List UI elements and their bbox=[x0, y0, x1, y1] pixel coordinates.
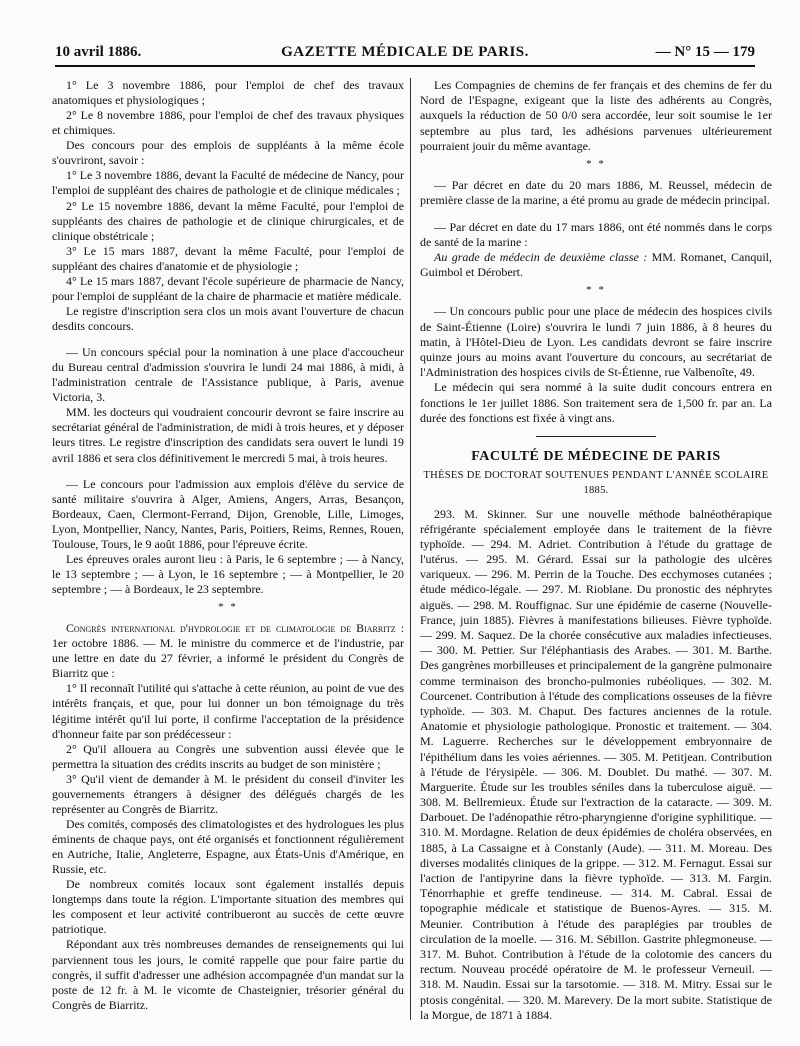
paragraph: 1° Le 3 novembre 1886, pour l'emploi de chef des travaux anatomiques et physiologiques ; bbox=[52, 78, 404, 108]
grade-label: Au grade de médecin de deuxième classe : bbox=[434, 249, 648, 264]
ornament: * * bbox=[586, 284, 606, 297]
paragraph: Les épreuves orales auront lieu : à Paris, le 6 septembre ; — à Nancy, le 13 septembre ; — à Lyon, le 16 septembre ; — à Montpellier, le 20 septembre ; — à Bordeaux, le 23 septembre. bbox=[52, 551, 404, 596]
paragraph: — Par décret en date du 20 mars 1886, M. Reussel, médecin de première classe de la marine, a été promu au grade de médecin principal. bbox=[420, 178, 772, 208]
paragraph bbox=[52, 621, 404, 681]
paragraph bbox=[420, 250, 772, 280]
journal-title: GAZETTE MÉDICALE DE PARIS. bbox=[281, 44, 529, 60]
paragraph: Des comités, composés des climatologistes et des hydrologues les plus éminents de chaque pays, ont été organisés et fonctionnent régulièrement en Autriche, Italie, Angleterre, Espagne, aux États-Unis d'Amérique, en Russie, etc. bbox=[52, 816, 404, 877]
paragraph: — Le concours pour l'admission aux emplois d'élève du service de santé militaire s'ouvrira à Alger, Amiens, Angers, Arras, Besançon, Bordeaux, Caen, Clermont-Ferrand, Dijon, Grenoble, Lille, Limoges, Lyon, Montpellier, Nancy, Nantes, Paris, Poitiers, Reims, Rennes, Rouen, Toulouse, Tours, le 9 août 1886, pour l'épreuve écrite. bbox=[52, 476, 404, 551]
paragraph: — Par décret en date du 17 mars 1886, ont été nommés dans le corps de santé de la marine : bbox=[420, 219, 772, 249]
paragraph: De nombreux comités locaux sont également installés depuis longtemps dans toute la région. L'importante situation des membres qui les composent et leur activité contribueront au succès de cette œuvre patriotique. bbox=[52, 877, 404, 937]
paragraph: Des concours pour des emplois de suppléants à la même école s'ouvriront, savoir : bbox=[52, 138, 404, 168]
paragraph: 2° Le 15 novembre 1886, devant la même Faculté, pour l'emploi de suppléants des chaires de pathologie et de clinique chirurgicales, et de clinique obstétricale ; bbox=[52, 198, 404, 243]
paragraph: 4° Le 15 mars 1887, devant l'école supérieure de pharmacie de Nancy, pour l'emploi de suppléant de la chaire de pharmacie et matière médicale. bbox=[52, 273, 404, 303]
grade-names: MM. Romanet, Canquil, Guimbol et Dérobert. bbox=[420, 249, 772, 280]
paragraph: Le registre d'inscription sera clos un mois avant l'ouverture de chacun desdits concours. bbox=[52, 303, 404, 333]
page-number: — N° 15 — 179 bbox=[655, 44, 755, 60]
paragraph: — Un concours public pour une place de médecin des hospices civils de Saint-Étienne (Loire) s'ouvrira le lundi 7 juin 1886, à 8 heures du matin, à l'Hôtel-Dieu de Lyon. Les candidats devront se faire inscrire quinze jours au moins avant l'ouverture du concours, au secrétariat de l'Administration des hospices civils de St-Étienne, rue Valbenoîte, 49. bbox=[420, 304, 772, 380]
paragraph: MM. les docteurs qui voudraient concourir devront se faire inscrire au secrétariat général de l'administration, de midi à trois heures, et y déposer leurs titres. Le registre d'inscription des candidats sera ouvert le lundi 19 avril 1886 et sera clos définitivement le mercredi 5 mai, à trois heures. bbox=[52, 405, 404, 465]
right-column bbox=[420, 78, 772, 1023]
column-divider bbox=[410, 78, 411, 1020]
theses-list: 293. M. Skinner. Sur une nouvelle méthode balnéothérapique réfrigérante spécialement employée dans le traitement de la fièvre typhoïde. — 294. M. Adriet. Contribution à l'étude du grattage de l'utérus. — 295. M. Gérard. Essai sur la pathologie des ulcères variqueux. — 296. M. Perrin de la Touche. Des ecchymoses cutanées ; étude médico-légale. — 297. M. Rioblane. Du pronostic des néphrytes aiguës. — 298. M. Rouffignac. Sur une épidémie de caserne (Nouvelle-France, juin 1885). Fièvres à manifestations bilieuses. Fièvre typhoïde. — 299. M. Saquez. De la chorée consécutive aux maladies infectieuses. — 300. M. Pettier. Sur l'éléphantiasis des Arabes. — 301. M. Barthe. Des gangrènes morbilleuses et principalement de la gangrène pulmonaire comme terminaison des broncho-pulmonies rubéoliques. — 302. M. Courcenet. Contribution à l'étude des complications osseuses de la fièvre typhoïde. — 303. M. Chaput. Des factures anciennes de la rotule. Anatomie et physiologie pathologique. Pronostic et traitement. — 304. M. Laguerre. Recherches sur le développement embryonnaire de l'épithélium dans les voies aériennes. — 305. M. Petitjean. Contribution à l'étude de l'érysipèle. — 306. M. Doublet. Du mathé. — 307. M. Marguerite. Étude sur les troubles séniles dans la tuberculose aiguë. — 308. M. Bellremieux. Étude sur l'extraction de la cataracte. — 309. M. Darbouet. De l'adénopathie rétro-pharyngienne d'origine syphilitique. — 310. M. Mordagne. Relation de deux épidémies de choléra observées, en 1885, à La Cassaigne et à Constanly (Aude). — 311. M. Moreau. Des diverses modalités cliniques de la grippe. — 312. M. Fernagut. Essai sur l'action de l'antipyrine dans la fièvre typhoïde. — 313. M. Fargin. Ténorrhaphie et greffe tendineuse. — 314. M. Cabral. Essai de topographie médicale et statistique de Buenos-Ayres. — 315. M. Meunier. Contribution à l'étude des paraplégies par troubles de circulation de la moelle. — 316. M. Sébillon. Gastrite phlegmoneuse. — 317. M. Buhot. Contribution à l'étude de la colotomie des cancers du rectum. Nouveau procédé opératoire de M. le professeur Verneuil. — 318. M. Naudin. Essai sur la tarsotomie. — 318. M. Mitry. Essai sur le ptosis congénital. — 320. M. Marevery. De la mort subite. Statistique de la Morgue, de 1871 à 1884. bbox=[420, 506, 772, 1022]
paragraph: — Un concours spécial pour la nomination à une place d'accoucheur du Bureau central d'admission s'ouvrira le lundi 24 mai 1886, à midi, à l'administration centrale de l'Assistance publique, à Paris, avenue Victoria, 3. bbox=[52, 345, 404, 405]
paragraph: 2° Qu'il allouera au Congrès une subvention aussi élevée que le permettra la situation des crédits inscrits au budget de son ministère ; bbox=[52, 741, 404, 771]
paragraph: 1° Le 3 novembre 1886, devant la Faculté de médecine de Nancy, pour l'emploi de suppléant des chaires de pathologie et de clinique médicales ; bbox=[52, 168, 404, 198]
header-date: 10 avril 1886. bbox=[55, 44, 142, 60]
paragraph: Le médecin qui sera nommé à la suite dudit concours entrera en fonctions le 1er juillet 1886. Son traitement sera de 1,500 fr. par an. La durée des fonctions est fixée à vingt ans. bbox=[420, 380, 772, 425]
paragraph: 3° Le 15 mars 1887, devant la même Faculté, pour l'emploi de suppléant des chaires d'anatomie et de physiologie ; bbox=[52, 243, 404, 273]
paragraph: 2° Le 8 novembre 1886, pour l'emploi de chef des travaux physiques et chimiques. bbox=[52, 108, 404, 138]
section-subtitle: THÈSES DE DOCTORAT SOUTENUES PENDANT L'ANNÉE SCOLAIRE 1885. bbox=[423, 470, 769, 497]
left-column bbox=[52, 78, 404, 1013]
header-rule bbox=[55, 65, 755, 67]
paragraph: 3° Qu'il vient de demander à M. le président du conseil d'inviter les gouvernements étrangers à désigner des délégués chargés de les représenter au Congrès de Biarritz. bbox=[52, 771, 404, 816]
running-header bbox=[55, 44, 755, 64]
congress-body: 1er octobre 1886. — M. le ministre du commerce et de l'industrie, par une lettre en date du 27 février, a informé le président du Congrès de Biarritz que : bbox=[52, 636, 404, 681]
paragraph: Les Compagnies de chemins de fer français et des chemins de fer du Nord de l'Espagne, exigeant que la liste des adhérents au Congrès, auxquels la réduction de 50 0/0 sera accordée, leur soit soumise le 1er septembre au plus tard, les adhésions parvenues ultérieurement pourraient jouir du même avantage. bbox=[420, 78, 772, 153]
congress-heading: Congrès international d'hydrologie et de climatologie de Biarritz : bbox=[66, 621, 404, 636]
ornament: * * bbox=[218, 601, 238, 614]
section-rule bbox=[536, 436, 656, 437]
section-title: FACULTÉ DE MÉDECINE DE PARIS bbox=[471, 448, 721, 464]
ornament: * * bbox=[586, 157, 606, 170]
paragraph: Répondant aux très nombreuses demandes de renseignements qui lui parviennent tous les jours, le comité rappelle que pour faire partie du congrès, il suffit d'adresser une adhésion accompagnée d'un mandat sur la poste de 12 fr. à M. le vicomte de Chasteignier, trésorier général du Congrès de Biarritz. bbox=[52, 937, 404, 1012]
paragraph: 1° Il reconnaît l'utilité qui s'attache à cette réunion, au point de vue des intérêts français, et que, pour lui donner un bon témoignage du très légitime intérêt qu'il lui porte, il confirme l'acceptation de la présidence d'honneur faite par son prédécesseur : bbox=[52, 681, 404, 741]
